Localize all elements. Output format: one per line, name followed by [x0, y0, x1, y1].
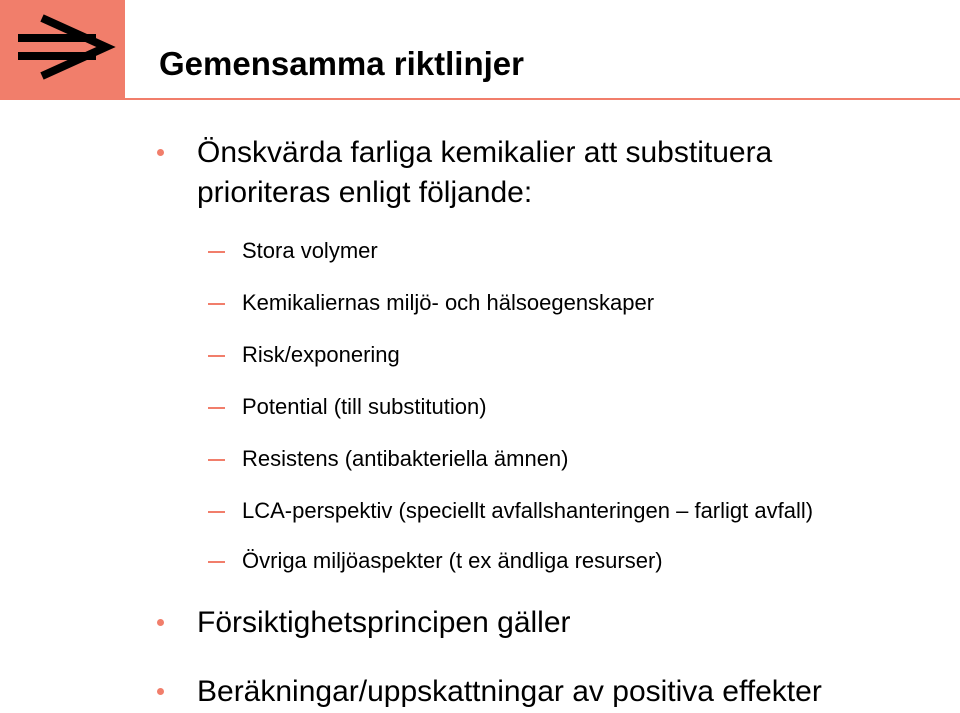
sub-bullet-text: Risk/exponering: [242, 342, 400, 367]
dash-icon: [208, 561, 225, 563]
sub-bullet-text: LCA-perspektiv (speciellt avfallshanteringen – farligt avfall): [242, 498, 814, 523]
bullet-text: Önskvärda farliga kemikalier att substituera: [197, 136, 773, 169]
slide-title: Gemensamma riktlinjer: [159, 45, 524, 82]
bullet-text: Försiktighetsprincipen gäller: [197, 606, 571, 639]
header-divider: [125, 98, 960, 100]
bullet-dot-icon: [157, 619, 164, 626]
dash-icon: [208, 407, 225, 409]
bullet-text: Beräkningar/uppskattningar av positiva effekter: [197, 675, 822, 708]
bullet-dot-icon: [157, 149, 164, 156]
sub-bullet-text: Övriga miljöaspekter (t ex ändliga resurser): [242, 548, 663, 573]
sub-bullet-text: Resistens (antibakteriella ämnen): [242, 446, 569, 471]
dash-icon: [208, 251, 225, 253]
dash-icon: [208, 511, 225, 513]
dash-icon: [208, 303, 225, 305]
sub-bullet-text: Stora volymer: [242, 238, 378, 263]
logo-box: [0, 0, 125, 100]
bullet-text: prioriteras enligt följande:: [197, 176, 533, 209]
sub-bullet-text: Kemikaliernas miljö- och hälsoegenskaper: [242, 290, 655, 315]
double-arrow-logo-icon: [0, 0, 125, 100]
sub-bullet-text: Potential (till substitution): [242, 394, 487, 419]
dash-icon: [208, 355, 225, 357]
bullet-dot-icon: [157, 688, 164, 695]
dash-icon: [208, 459, 225, 461]
